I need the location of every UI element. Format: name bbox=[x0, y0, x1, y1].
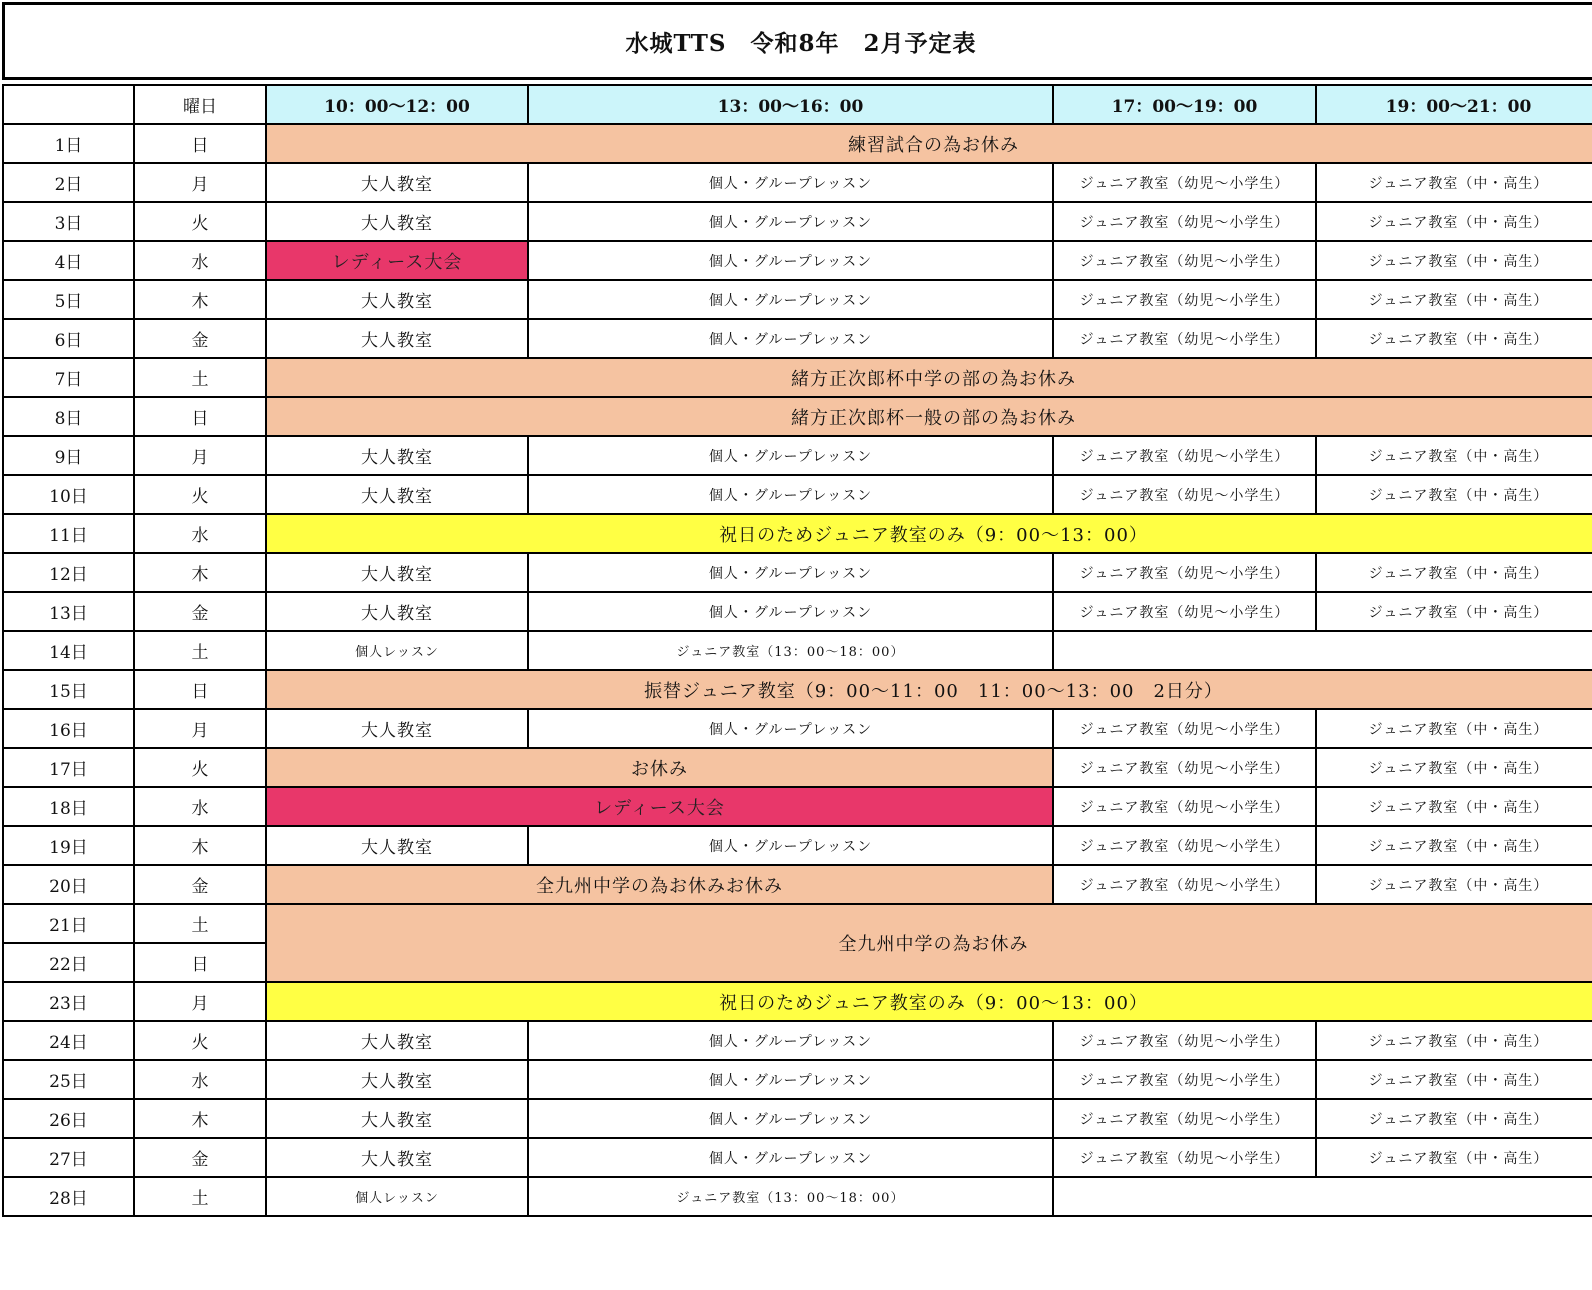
group-lesson-cell: 個人・グループレッスン bbox=[528, 280, 1053, 319]
table-row bbox=[3, 826, 1592, 865]
page-title: 水城TTS 令和8年 2月予定表 bbox=[625, 29, 977, 57]
table-row bbox=[3, 592, 1592, 631]
adult-class-cell: 大人教室 bbox=[266, 202, 528, 241]
group-lesson-cell: 個人・グループレッスン bbox=[528, 1021, 1053, 1060]
adult-class-cell: 大人教室 bbox=[266, 709, 528, 748]
junior-teen-cell: ジュニア教室（中・高生） bbox=[1316, 475, 1592, 514]
weekday-cell: 水 bbox=[134, 241, 266, 280]
day-cell: 1日 bbox=[3, 124, 134, 163]
table-row bbox=[3, 553, 1592, 592]
group-lesson-cell: 個人・グループレッスン bbox=[528, 553, 1053, 592]
weekday-cell: 水 bbox=[134, 1060, 266, 1099]
schedule-table bbox=[2, 84, 1592, 1217]
day-cell: 13日 bbox=[3, 592, 134, 631]
group-lesson-cell: 個人・グループレッスン bbox=[528, 1138, 1053, 1177]
table-row bbox=[3, 163, 1592, 202]
junior-kids-cell: ジュニア教室（幼児〜小学生） bbox=[1053, 553, 1316, 592]
junior-kids-cell: ジュニア教室（幼児〜小学生） bbox=[1053, 592, 1316, 631]
adult-class-cell: 大人教室 bbox=[266, 1099, 528, 1138]
table-row bbox=[3, 1138, 1592, 1177]
junior-kids-cell: ジュニア教室（幼児〜小学生） bbox=[1053, 826, 1316, 865]
table-row bbox=[3, 124, 1592, 163]
table-row bbox=[3, 787, 1592, 826]
table-row bbox=[3, 748, 1592, 787]
weekday-cell: 木 bbox=[134, 1099, 266, 1138]
table-row bbox=[3, 904, 1592, 943]
day-cell: 21日 bbox=[3, 904, 134, 943]
day-cell: 6日 bbox=[3, 319, 134, 358]
closed-notice: 全九州中学の為お休みお休み bbox=[266, 865, 1053, 904]
weekday-cell: 水 bbox=[134, 787, 266, 826]
junior-kids-cell: ジュニア教室（幼児〜小学生） bbox=[1053, 748, 1316, 787]
table-row bbox=[3, 358, 1592, 397]
group-lesson-cell: 個人・グループレッスン bbox=[528, 202, 1053, 241]
weekday-cell: 月 bbox=[134, 709, 266, 748]
closed-notice: お休み bbox=[266, 748, 1053, 787]
day-cell: 24日 bbox=[3, 1021, 134, 1060]
day-cell: 2日 bbox=[3, 163, 134, 202]
adult-class-cell: 大人教室 bbox=[266, 826, 528, 865]
closed-notice: 全九州中学の為お休み bbox=[266, 904, 1592, 982]
header-slot-2: 13：00〜16：00 bbox=[528, 85, 1053, 124]
junior-teen-cell: ジュニア教室（中・高生） bbox=[1316, 319, 1592, 358]
junior-teen-cell: ジュニア教室（中・高生） bbox=[1316, 1021, 1592, 1060]
junior-kids-cell: ジュニア教室（幼児〜小学生） bbox=[1053, 436, 1316, 475]
adult-class-cell: 大人教室 bbox=[266, 436, 528, 475]
junior-kids-cell: ジュニア教室（幼児〜小学生） bbox=[1053, 787, 1316, 826]
table-row bbox=[3, 319, 1592, 358]
junior-kids-cell: ジュニア教室（幼児〜小学生） bbox=[1053, 202, 1316, 241]
weekday-cell: 土 bbox=[134, 358, 266, 397]
weekday-cell: 木 bbox=[134, 280, 266, 319]
table-row bbox=[3, 475, 1592, 514]
group-lesson-cell: 個人・グループレッスン bbox=[528, 1099, 1053, 1138]
group-lesson-cell: 個人・グループレッスン bbox=[528, 319, 1053, 358]
weekday-cell: 火 bbox=[134, 748, 266, 787]
group-lesson-cell: 個人・グループレッスン bbox=[528, 1060, 1053, 1099]
junior-kids-cell: ジュニア教室（幼児〜小学生） bbox=[1053, 865, 1316, 904]
junior-teen-cell: ジュニア教室（中・高生） bbox=[1316, 1138, 1592, 1177]
junior-teen-cell: ジュニア教室（中・高生） bbox=[1316, 865, 1592, 904]
weekday-cell: 土 bbox=[134, 904, 266, 943]
group-lesson-cell: 個人・グループレッスン bbox=[528, 436, 1053, 475]
day-cell: 17日 bbox=[3, 748, 134, 787]
table-row bbox=[3, 202, 1592, 241]
day-cell: 16日 bbox=[3, 709, 134, 748]
day-cell: 23日 bbox=[3, 982, 134, 1021]
day-cell: 22日 bbox=[3, 943, 134, 982]
junior-teen-cell: ジュニア教室（中・高生） bbox=[1316, 1099, 1592, 1138]
weekday-cell: 木 bbox=[134, 826, 266, 865]
adult-class-cell: 大人教室 bbox=[266, 475, 528, 514]
adult-class-cell: 大人教室 bbox=[266, 1138, 528, 1177]
day-cell: 7日 bbox=[3, 358, 134, 397]
weekday-cell: 日 bbox=[134, 397, 266, 436]
junior-teen-cell: ジュニア教室（中・高生） bbox=[1316, 1060, 1592, 1099]
day-cell: 19日 bbox=[3, 826, 134, 865]
adult-class-cell: 大人教室 bbox=[266, 163, 528, 202]
group-lesson-cell: 個人・グループレッスン bbox=[528, 475, 1053, 514]
junior-teen-cell: ジュニア教室（中・高生） bbox=[1316, 202, 1592, 241]
day-cell: 9日 bbox=[3, 436, 134, 475]
table-row bbox=[3, 241, 1592, 280]
junior-kids-cell: ジュニア教室（幼児〜小学生） bbox=[1053, 280, 1316, 319]
junior-kids-cell: ジュニア教室（幼児〜小学生） bbox=[1053, 1138, 1316, 1177]
junior-teen-cell: ジュニア教室（中・高生） bbox=[1316, 748, 1592, 787]
day-cell: 20日 bbox=[3, 865, 134, 904]
weekday-cell: 金 bbox=[134, 319, 266, 358]
junior-saturday-cell: ジュニア教室（13：00〜18：00） bbox=[528, 631, 1053, 670]
day-cell: 12日 bbox=[3, 553, 134, 592]
weekday-cell: 金 bbox=[134, 1138, 266, 1177]
day-cell: 10日 bbox=[3, 475, 134, 514]
adult-class-cell: 大人教室 bbox=[266, 280, 528, 319]
empty-cell bbox=[1053, 1177, 1592, 1216]
junior-teen-cell: ジュニア教室（中・高生） bbox=[1316, 709, 1592, 748]
table-row bbox=[3, 514, 1592, 553]
junior-kids-cell: ジュニア教室（幼児〜小学生） bbox=[1053, 1060, 1316, 1099]
table-row bbox=[3, 865, 1592, 904]
group-lesson-cell: 個人・グループレッスン bbox=[528, 826, 1053, 865]
ladies-tournament-cell: レディース大会 bbox=[266, 241, 528, 280]
junior-teen-cell: ジュニア教室（中・高生） bbox=[1316, 436, 1592, 475]
weekday-cell: 火 bbox=[134, 1021, 266, 1060]
group-lesson-cell: 個人・グループレッスン bbox=[528, 163, 1053, 202]
junior-teen-cell: ジュニア教室（中・高生） bbox=[1316, 592, 1592, 631]
group-lesson-cell: 個人・グループレッスン bbox=[528, 592, 1053, 631]
adult-class-cell: 大人教室 bbox=[266, 1021, 528, 1060]
header-row bbox=[3, 85, 1592, 124]
junior-kids-cell: ジュニア教室（幼児〜小学生） bbox=[1053, 319, 1316, 358]
day-cell: 8日 bbox=[3, 397, 134, 436]
empty-cell bbox=[1053, 631, 1592, 670]
weekday-cell: 月 bbox=[134, 163, 266, 202]
adult-class-cell: 大人教室 bbox=[266, 319, 528, 358]
day-cell: 27日 bbox=[3, 1138, 134, 1177]
weekday-cell: 土 bbox=[134, 1177, 266, 1216]
weekday-cell: 水 bbox=[134, 514, 266, 553]
table-row bbox=[3, 1099, 1592, 1138]
junior-teen-cell: ジュニア教室（中・高生） bbox=[1316, 553, 1592, 592]
day-cell: 28日 bbox=[3, 1177, 134, 1216]
title-box bbox=[2, 2, 1592, 80]
private-lesson-cell: 個人レッスン bbox=[266, 631, 528, 670]
table-row bbox=[3, 631, 1592, 670]
weekday-cell: 木 bbox=[134, 553, 266, 592]
table-row bbox=[3, 436, 1592, 475]
weekday-cell: 火 bbox=[134, 202, 266, 241]
weekday-cell: 日 bbox=[134, 943, 266, 982]
table-row bbox=[3, 280, 1592, 319]
weekday-cell: 火 bbox=[134, 475, 266, 514]
day-cell: 25日 bbox=[3, 1060, 134, 1099]
junior-kids-cell: ジュニア教室（幼児〜小学生） bbox=[1053, 1099, 1316, 1138]
day-cell: 15日 bbox=[3, 670, 134, 709]
junior-teen-cell: ジュニア教室（中・高生） bbox=[1316, 787, 1592, 826]
adult-class-cell: 大人教室 bbox=[266, 1060, 528, 1099]
header-slot-1: 10：00〜12：00 bbox=[266, 85, 528, 124]
private-lesson-cell: 個人レッスン bbox=[266, 1177, 528, 1216]
weekday-cell: 月 bbox=[134, 436, 266, 475]
header-weekday: 曜日 bbox=[134, 85, 266, 124]
closed-notice: 練習試合の為お休み bbox=[266, 124, 1592, 163]
junior-teen-cell: ジュニア教室（中・高生） bbox=[1316, 163, 1592, 202]
day-cell: 3日 bbox=[3, 202, 134, 241]
table-row bbox=[3, 982, 1592, 1021]
weekday-cell: 日 bbox=[134, 670, 266, 709]
day-cell: 14日 bbox=[3, 631, 134, 670]
adult-class-cell: 大人教室 bbox=[266, 553, 528, 592]
closed-notice: 緒方正次郎杯中学の部の為お休み bbox=[266, 358, 1592, 397]
junior-teen-cell: ジュニア教室（中・高生） bbox=[1316, 280, 1592, 319]
ladies-tournament-cell: レディース大会 bbox=[266, 787, 1053, 826]
holiday-notice: 祝日のためジュニア教室のみ（9：00〜13：00） bbox=[266, 982, 1592, 1021]
junior-kids-cell: ジュニア教室（幼児〜小学生） bbox=[1053, 709, 1316, 748]
junior-teen-cell: ジュニア教室（中・高生） bbox=[1316, 241, 1592, 280]
table-row bbox=[3, 1177, 1592, 1216]
adult-class-cell: 大人教室 bbox=[266, 592, 528, 631]
table-row bbox=[3, 1021, 1592, 1060]
junior-kids-cell: ジュニア教室（幼児〜小学生） bbox=[1053, 475, 1316, 514]
makeup-notice: 振替ジュニア教室（9：00〜11：00 11：00〜13：00 2日分） bbox=[266, 670, 1592, 709]
junior-kids-cell: ジュニア教室（幼児〜小学生） bbox=[1053, 1021, 1316, 1060]
junior-kids-cell: ジュニア教室（幼児〜小学生） bbox=[1053, 241, 1316, 280]
day-cell: 4日 bbox=[3, 241, 134, 280]
weekday-cell: 金 bbox=[134, 592, 266, 631]
table-row bbox=[3, 1060, 1592, 1099]
day-cell: 18日 bbox=[3, 787, 134, 826]
day-cell: 26日 bbox=[3, 1099, 134, 1138]
day-cell: 5日 bbox=[3, 280, 134, 319]
closed-notice: 緒方正次郎杯一般の部の為お休み bbox=[266, 397, 1592, 436]
table-row bbox=[3, 709, 1592, 748]
group-lesson-cell: 個人・グループレッスン bbox=[528, 241, 1053, 280]
weekday-cell: 金 bbox=[134, 865, 266, 904]
holiday-notice: 祝日のためジュニア教室のみ（9：00〜13：00） bbox=[266, 514, 1592, 553]
header-blank bbox=[3, 85, 134, 124]
day-cell: 11日 bbox=[3, 514, 134, 553]
weekday-cell: 土 bbox=[134, 631, 266, 670]
header-slot-4: 19：00〜21：00 bbox=[1316, 85, 1592, 124]
junior-teen-cell: ジュニア教室（中・高生） bbox=[1316, 826, 1592, 865]
junior-kids-cell: ジュニア教室（幼児〜小学生） bbox=[1053, 163, 1316, 202]
table-row bbox=[3, 397, 1592, 436]
header-slot-3: 17：00〜19：00 bbox=[1053, 85, 1316, 124]
junior-saturday-cell: ジュニア教室（13：00〜18：00） bbox=[528, 1177, 1053, 1216]
weekday-cell: 日 bbox=[134, 124, 266, 163]
group-lesson-cell: 個人・グループレッスン bbox=[528, 709, 1053, 748]
table-row bbox=[3, 670, 1592, 709]
weekday-cell: 月 bbox=[134, 982, 266, 1021]
